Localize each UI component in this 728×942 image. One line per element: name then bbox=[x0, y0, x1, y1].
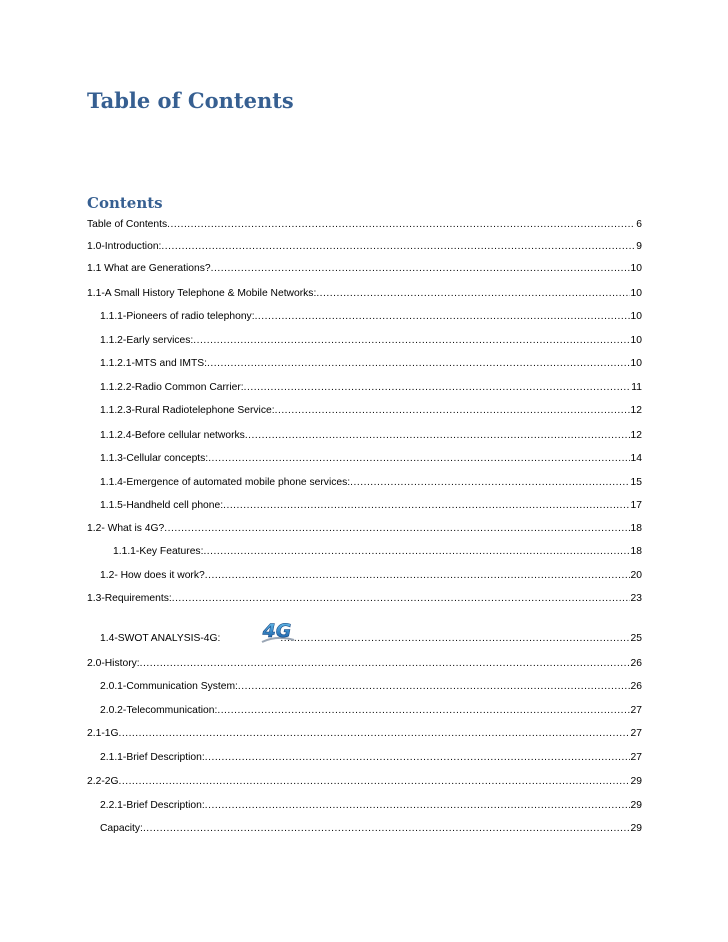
toc-leader-dots bbox=[350, 476, 629, 489]
toc-entry-page: 29 bbox=[630, 823, 642, 834]
toc-entry-label: 1.1.5-Handheld cell phone: bbox=[100, 500, 224, 511]
toc-entry[interactable] bbox=[87, 357, 642, 381]
toc-leader-dots bbox=[205, 799, 630, 812]
toc-leader-dots bbox=[205, 569, 630, 582]
toc-entry-label: 2.0.1-Communication System: bbox=[100, 681, 238, 692]
toc-entry-page: 18 bbox=[630, 523, 642, 534]
toc-entry-label: 1.2- How does it work? bbox=[100, 570, 205, 581]
toc-entry[interactable] bbox=[87, 381, 642, 404]
toc-entry-label: 1.1-A Small History Telephone & Mobile Networks: bbox=[87, 288, 317, 299]
toc-entry[interactable] bbox=[87, 218, 642, 240]
toc-entry-page: 10 bbox=[630, 311, 642, 322]
toc-entry[interactable] bbox=[87, 592, 642, 632]
toc-entry[interactable] bbox=[87, 799, 642, 822]
toc-entry-label: 2.1-1G bbox=[87, 728, 119, 739]
toc-entry-page: 6 bbox=[636, 219, 642, 230]
toc-entry-label: 2.2-2G bbox=[87, 776, 119, 787]
page-title: Table of Contents bbox=[87, 88, 294, 113]
toc-entry[interactable] bbox=[87, 727, 642, 751]
toc-leader-dots bbox=[140, 657, 630, 670]
toc-entry[interactable] bbox=[87, 751, 642, 775]
table-of-contents bbox=[87, 218, 642, 845]
toc-entry[interactable] bbox=[87, 334, 642, 357]
toc-entry-page: 29 bbox=[630, 800, 642, 811]
toc-leader-dots bbox=[255, 310, 630, 323]
toc-leader-dots bbox=[118, 775, 629, 788]
toc-leader-dots bbox=[280, 632, 629, 645]
toc-leader-dots bbox=[207, 357, 630, 370]
toc-entry-page: 10 bbox=[630, 263, 642, 274]
toc-entry[interactable] bbox=[87, 262, 642, 287]
toc-entry-page: 25 bbox=[630, 633, 642, 644]
toc-entry-page: 9 bbox=[636, 241, 642, 252]
toc-entry-label: 1.1.4-Emergence of automated mobile phone services: bbox=[100, 477, 351, 488]
toc-entry[interactable] bbox=[87, 499, 642, 522]
toc-leader-dots bbox=[205, 751, 630, 764]
toc-entry-page: 27 bbox=[630, 752, 642, 763]
toc-entry[interactable] bbox=[87, 429, 642, 452]
toc-entry-label: Capacity: bbox=[100, 823, 143, 834]
toc-leader-dots bbox=[164, 522, 629, 535]
toc-entry-page: 27 bbox=[630, 705, 642, 716]
toc-entry[interactable] bbox=[87, 657, 642, 680]
toc-leader-dots bbox=[118, 727, 629, 740]
toc-entry-label: 1.1.1-Key Features: bbox=[113, 546, 204, 557]
toc-entry-label: 1.0-Introduction: bbox=[87, 241, 162, 252]
toc-entry[interactable] bbox=[87, 775, 642, 799]
toc-leader-dots bbox=[208, 452, 629, 465]
toc-leader-dots bbox=[203, 545, 629, 558]
toc-leader-dots bbox=[143, 822, 630, 835]
toc-entry-page: 17 bbox=[630, 500, 642, 511]
svg-text:4G: 4G bbox=[262, 620, 292, 642]
toc-leader-dots bbox=[223, 499, 629, 512]
toc-entry-label: 1.4-SWOT ANALYSIS-4G: bbox=[100, 633, 221, 644]
toc-entry-label: 1.1.2.3-Rural Radiotelephone Service: bbox=[100, 405, 275, 416]
contents-heading: Contents bbox=[87, 194, 163, 212]
toc-entry-label: 1.1 What are Generations? bbox=[87, 263, 211, 274]
toc-entry-page: 26 bbox=[630, 658, 642, 669]
4g-logo-icon bbox=[256, 618, 298, 644]
toc-entry-label: 1.1.2.4-Before cellular networks bbox=[100, 430, 245, 441]
toc-leader-dots bbox=[245, 429, 630, 442]
toc-leader-dots bbox=[238, 680, 630, 693]
toc-entry-page: 12 bbox=[630, 405, 642, 416]
toc-entry[interactable] bbox=[87, 620, 642, 657]
toc-leader-dots bbox=[211, 262, 630, 275]
toc-entry-page: 14 bbox=[630, 453, 642, 464]
toc-entry[interactable] bbox=[87, 680, 642, 704]
toc-entry-label: 1.3-Requirements: bbox=[87, 593, 172, 604]
toc-entry-label: 1.2- What is 4G? bbox=[87, 523, 165, 534]
toc-entry[interactable] bbox=[87, 822, 642, 845]
toc-entry[interactable] bbox=[87, 704, 642, 727]
toc-entry[interactable] bbox=[87, 545, 642, 569]
toc-entry-page: 18 bbox=[630, 546, 642, 557]
toc-entry-label: 2.2.1-Brief Description: bbox=[100, 800, 205, 811]
toc-entry-label: 1.1.2.1-MTS and IMTS: bbox=[100, 358, 208, 369]
toc-entry-page: 20 bbox=[630, 570, 642, 581]
toc-entry-page: 15 bbox=[630, 477, 642, 488]
toc-leader-dots bbox=[275, 404, 630, 417]
toc-leader-dots bbox=[172, 592, 630, 605]
toc-entry[interactable] bbox=[87, 287, 642, 310]
toc-entry-label: 2.1.1-Brief Description: bbox=[100, 752, 205, 763]
toc-entry[interactable] bbox=[87, 522, 642, 545]
toc-entry-page: 26 bbox=[630, 681, 642, 692]
toc-entry-label: 1.1.2.2-Radio Common Carrier: bbox=[100, 382, 244, 393]
toc-entry[interactable] bbox=[87, 476, 642, 499]
toc-entry-label: 1.1.2-Early services: bbox=[100, 335, 194, 346]
toc-leader-dots bbox=[244, 381, 631, 394]
toc-entry-page: 12 bbox=[630, 430, 642, 441]
toc-entry-page: 29 bbox=[630, 776, 642, 787]
toc-entry[interactable] bbox=[87, 404, 642, 429]
toc-entry-page: 10 bbox=[630, 288, 642, 299]
toc-leader-dots bbox=[217, 704, 629, 717]
toc-entry-page: 10 bbox=[630, 335, 642, 346]
toc-entry-page: 10 bbox=[630, 358, 642, 369]
toc-leader-dots bbox=[193, 334, 629, 347]
toc-leader-dots bbox=[161, 240, 635, 253]
toc-leader-dots bbox=[316, 287, 629, 300]
toc-entry-label: 1.1.1-Pioneers of radio telephony: bbox=[100, 311, 255, 322]
toc-entry-page: 27 bbox=[630, 728, 642, 739]
toc-entry[interactable] bbox=[87, 240, 642, 262]
toc-entry-label: 2.0-History: bbox=[87, 658, 140, 669]
toc-entry[interactable] bbox=[87, 569, 642, 592]
toc-entry-page: 11 bbox=[631, 382, 642, 393]
toc-entry-page: 23 bbox=[630, 593, 642, 604]
toc-leader-dots bbox=[167, 218, 635, 231]
toc-entry-label: Table of Contents bbox=[87, 219, 168, 230]
toc-entry-label: 2.0.2-Telecommunication: bbox=[100, 705, 218, 716]
toc-entry[interactable] bbox=[87, 452, 642, 476]
toc-entry[interactable] bbox=[87, 310, 642, 334]
toc-entry-label: 1.1.3-Cellular concepts: bbox=[100, 453, 209, 464]
